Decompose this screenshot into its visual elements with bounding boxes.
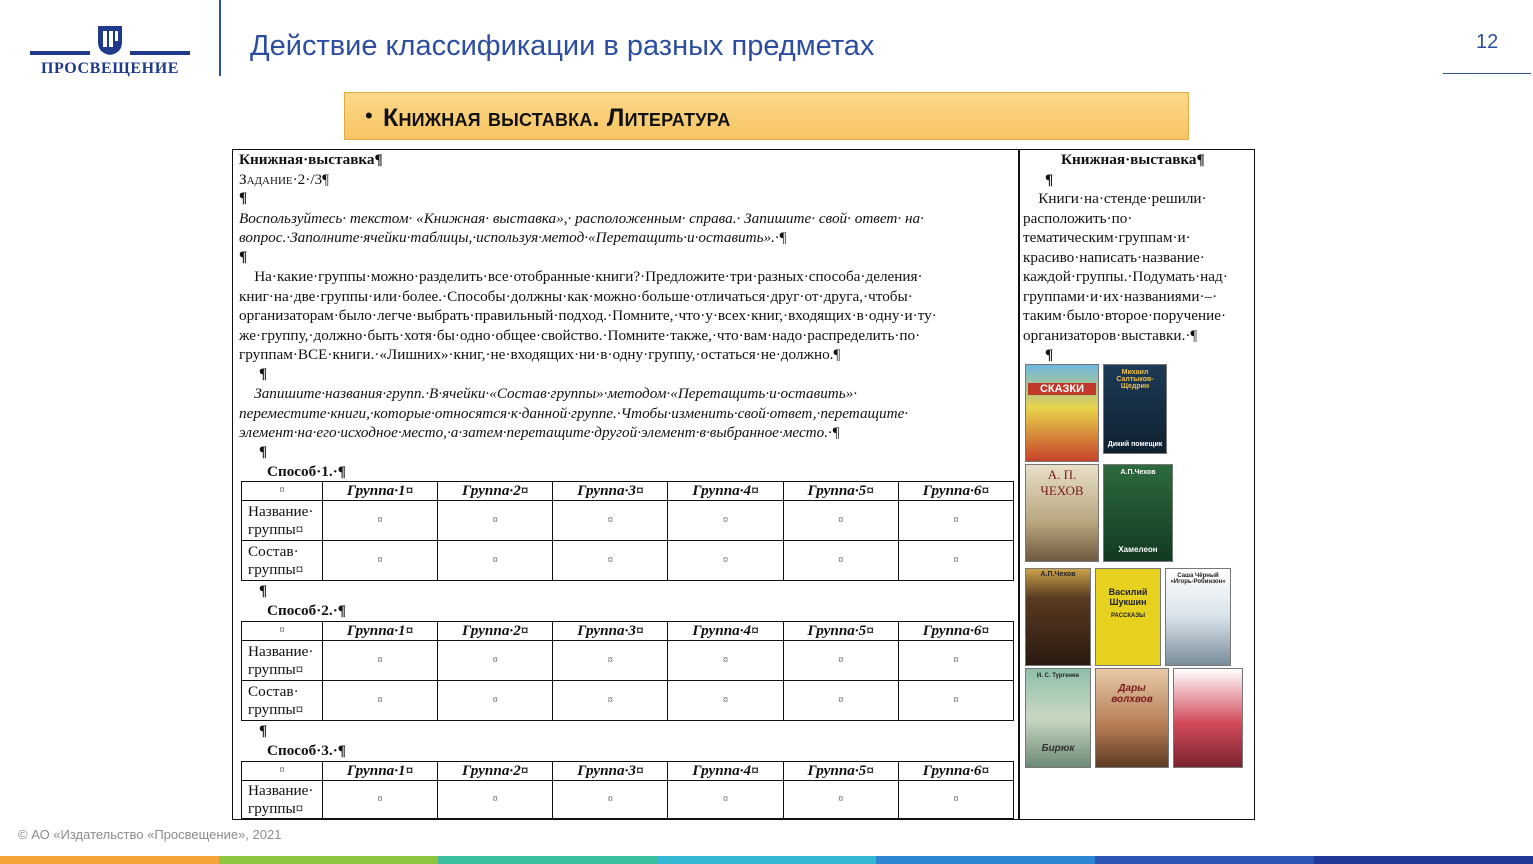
book-cover[interactable] [1095, 568, 1161, 666]
instruction-line: переместите·книги,·которые·относятся·к·данной·группе.·Чтобы·изменить·свой·ответ,·перетащите· [239, 405, 909, 422]
side-line: тематическим·группам·и· [1023, 229, 1191, 246]
book-title: Саша Чёрный «Игорь-Робинзон» [1170, 573, 1226, 585]
group-composition-cell[interactable]: ¤ [438, 681, 553, 721]
book-cover[interactable] [1173, 668, 1243, 768]
instruction-line: элемент·на·его·исходное·место,·а·затем·перетащите·другой·элемент·в·выбранное·место.·¶ [239, 424, 840, 441]
slide-title: Действие классификации в разных предметах [250, 30, 875, 62]
side-line: таким·было·второе·поручение· [1023, 307, 1227, 324]
group-name-cell[interactable]: ¤ [898, 501, 1013, 541]
group-composition-cell[interactable]: ¤ [898, 541, 1013, 581]
group-composition-cell[interactable]: ¤ [668, 541, 783, 581]
group-name-cell[interactable]: ¤ [438, 781, 553, 819]
group-header: Группа·5¤ [783, 622, 898, 641]
group-name-cell[interactable]: ¤ [668, 501, 783, 541]
group-header: Группа·3¤ [553, 622, 668, 641]
pilcrow: ¶ [259, 366, 268, 382]
group-composition-cell[interactable]: ¤ [323, 541, 438, 581]
row-label-group-name [242, 641, 323, 681]
group-composition-cell[interactable]: ¤ [898, 681, 1013, 721]
row-label-line: Название· [248, 781, 314, 799]
row-label-composition [242, 541, 323, 581]
group-name-cell[interactable]: ¤ [438, 501, 553, 541]
group-header: Группа·4¤ [668, 622, 783, 641]
group-name-cell[interactable]: ¤ [553, 501, 668, 541]
doc-heading: Книжная·выставка¶ [239, 151, 383, 168]
book-title: А. П. ЧЕХОВ [1040, 467, 1084, 498]
stripe-segment [438, 856, 657, 864]
side-line: красиво·написать·название· [1023, 249, 1205, 266]
group-header: Группа·2¤ [438, 482, 553, 501]
instruction-line: Воспользуйтесь· текстом· «Книжная· выставка»,· расположенным· справа.· Запишите· свой· ответ· на· [239, 210, 924, 227]
stripe-segment [1095, 856, 1314, 864]
task-label: Задание·2·/3¶ [239, 171, 330, 188]
book-cover[interactable] [1103, 364, 1167, 454]
stripe-segment [0, 856, 219, 864]
side-heading: Книжная·выставка¶ [1061, 151, 1205, 168]
row-label-line: группы¤ [248, 560, 304, 578]
pilcrow: ¶ [259, 723, 268, 739]
body-line: На·какие·группы·можно·разделить·все·отобранные·книги?·Предложите·три·разных·способа·деления· [239, 268, 923, 285]
row-label-group-name [242, 501, 323, 541]
corner-cell: ¤ [242, 622, 323, 641]
group-header: Группа·5¤ [783, 482, 898, 501]
group-header: Группа·3¤ [553, 762, 668, 781]
group-header: Группа·6¤ [898, 622, 1013, 641]
document-screenshot [232, 149, 1255, 820]
group-name-cell[interactable]: ¤ [783, 641, 898, 681]
page-number: 12 [1476, 31, 1499, 53]
pilcrow: ¶ [239, 190, 248, 206]
row-label-group-name [242, 781, 323, 819]
group-header: Группа·1¤ [323, 482, 438, 501]
header-divider [219, 0, 221, 76]
pilcrow: ¶ [259, 444, 268, 460]
group-name-cell[interactable]: ¤ [898, 641, 1013, 681]
group-header: Группа·4¤ [668, 482, 783, 501]
book-title: И. С. Тургенев [1036, 673, 1080, 679]
group-composition-cell[interactable]: ¤ [323, 681, 438, 721]
book-title: Дары волхвов [1111, 683, 1153, 705]
stripe-segment [219, 856, 438, 864]
book-cover[interactable] [1025, 568, 1091, 666]
method-1-table [241, 481, 1014, 581]
body-line: же·группу,·должно·быть·хотя·бы·одно·общее·свойство.·Помните·также,·что·вам·надо·распределить·по· [239, 327, 921, 344]
pilcrow: ¶ [239, 249, 248, 265]
book-title: Михаил Салтыков-Щедрин [1116, 369, 1154, 390]
book-title: СКАЗКИ [1028, 383, 1096, 395]
color-stripe [0, 856, 1533, 864]
row-label-line: группы¤ [248, 660, 304, 678]
book-title: А.П.Чехов [1040, 571, 1076, 578]
stripe-segment [1314, 856, 1533, 864]
group-header: Группа·3¤ [553, 482, 668, 501]
column-separator [1018, 150, 1020, 819]
group-composition-cell[interactable]: ¤ [783, 681, 898, 721]
group-name-cell[interactable]: ¤ [553, 781, 668, 819]
row-label-line: Название· [248, 502, 314, 520]
group-header: Группа·2¤ [438, 622, 553, 641]
row-label-line: группы¤ [248, 700, 304, 718]
instruction-line: вопрос.·Заполните·ячейки·таблицы,·используя·метод·«Перетащить·и·оставить».·¶ [239, 229, 787, 246]
group-composition-cell[interactable]: ¤ [668, 681, 783, 721]
group-name-cell[interactable]: ¤ [783, 501, 898, 541]
group-header: Группа·1¤ [323, 762, 438, 781]
side-line: каждой·группы.·Подумать·над· [1023, 268, 1228, 285]
book-cover[interactable] [1025, 464, 1099, 562]
book-cover[interactable] [1165, 568, 1231, 666]
row-label-line: Состав· [248, 682, 299, 700]
pilcrow: ¶ [1045, 171, 1054, 188]
book-title: А.П.Чехов [1120, 469, 1156, 476]
side-line: группами·и·их·названиями·–· [1023, 288, 1218, 305]
row-label-composition [242, 681, 323, 721]
publisher-logo [28, 24, 192, 80]
group-name-cell[interactable]: ¤ [323, 501, 438, 541]
body-line: группам·ВСЕ·книги.·«Лишних»·книг,·не·входящих·ни·в·одну·группу,·остаться·не·должно.¶ [239, 346, 841, 363]
book-cover[interactable] [1025, 668, 1091, 768]
group-composition-cell[interactable]: ¤ [553, 541, 668, 581]
row-label-line: группы¤ [248, 520, 304, 538]
group-name-cell[interactable]: ¤ [668, 781, 783, 819]
logo-left-bar [30, 51, 90, 55]
banner-text: Книжная выставка. Литература [383, 104, 731, 132]
instruction-line: Запишите·названия·групп.·В·ячейки·«Состав·группы»·методом·«Перетащить·и·оставить»· [239, 385, 858, 402]
pilcrow: ¶ [259, 583, 268, 599]
book-subtitle: Бирюк [1041, 743, 1075, 754]
logo-right-bar [130, 51, 190, 55]
group-header: Группа·6¤ [898, 482, 1013, 501]
stripe-segment [876, 856, 1095, 864]
logo-emblem-icon [96, 24, 124, 56]
group-header: Группа·1¤ [323, 622, 438, 641]
group-composition-cell[interactable]: ¤ [553, 681, 668, 721]
book-cover[interactable] [1025, 364, 1099, 462]
group-name-cell[interactable]: ¤ [553, 641, 668, 681]
side-line: Книги·на·стенде·решили· [1023, 190, 1207, 207]
pilcrow: ¶ [1045, 346, 1054, 363]
side-line: расположить·по· [1023, 210, 1133, 227]
group-header: Группа·5¤ [783, 762, 898, 781]
method-1-label: Способ·1.·¶ [267, 463, 346, 480]
group-composition-cell[interactable]: ¤ [438, 541, 553, 581]
method-3-table [241, 761, 1014, 819]
book-subtitle: Дикий помещик [1107, 441, 1163, 448]
copyright-notice: © АО «Издательство «Просвещение», 2021 [18, 827, 282, 842]
row-label-line: группы¤ [248, 799, 304, 817]
group-header: Группа·4¤ [668, 762, 783, 781]
book-subtitle: Хамелеон [1118, 545, 1158, 554]
book-cover[interactable] [1095, 668, 1169, 768]
book-title: Василий Шукшин [1108, 587, 1148, 607]
book-cover[interactable] [1103, 464, 1173, 562]
row-label-line: Название· [248, 642, 314, 660]
group-header: Группа·2¤ [438, 762, 553, 781]
group-name-cell[interactable]: ¤ [783, 781, 898, 819]
group-name-cell[interactable]: ¤ [323, 781, 438, 819]
logo-text: ПРОСВЕЩЕНИЕ [40, 60, 180, 77]
group-name-cell[interactable]: ¤ [438, 641, 553, 681]
group-name-cell[interactable]: ¤ [323, 641, 438, 681]
stripe-segment [657, 856, 876, 864]
group-name-cell[interactable]: ¤ [668, 641, 783, 681]
group-header: Группа·6¤ [898, 762, 1013, 781]
group-composition-cell[interactable]: ¤ [783, 541, 898, 581]
body-line: книг·на·две·группы·или·более.·Способы·должны·как·можно·больше·отличаться·друг·от·друга,·чтобы· [239, 288, 913, 305]
page-number-underline [1443, 73, 1531, 74]
method-2-table [241, 621, 1014, 721]
banner-bullet: • [365, 103, 373, 128]
side-line: организаторов·выставки.·¶ [1023, 327, 1198, 344]
method-3-label: Способ·3.·¶ [267, 742, 346, 759]
topic-banner [344, 92, 1189, 140]
corner-cell: ¤ [242, 482, 323, 501]
group-name-cell[interactable]: ¤ [898, 781, 1013, 819]
book-subtitle: РАССКАЗЫ [1111, 613, 1145, 619]
row-label-line: Состав· [248, 542, 299, 560]
body-line: организаторам·было·легче·выбрать·правильный·подход.·Помните,·что·у·всех·книг,·входящих·в·одну·и·ту· [239, 307, 937, 324]
corner-cell: ¤ [242, 762, 323, 781]
method-2-label: Способ·2.·¶ [267, 602, 346, 619]
